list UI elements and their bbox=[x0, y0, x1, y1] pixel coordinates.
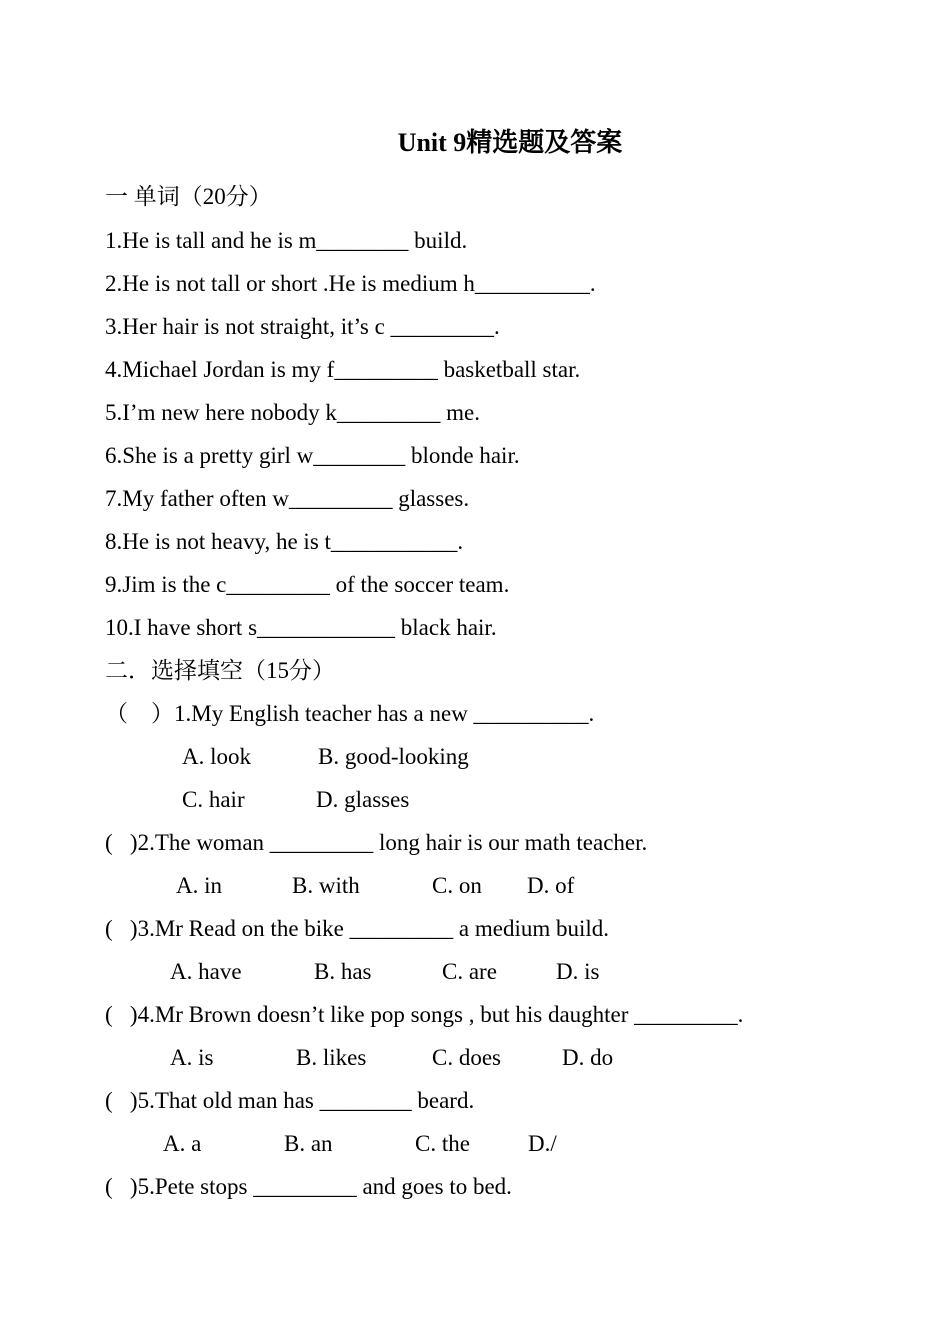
section1-heading: 一 单词（20分） bbox=[105, 184, 272, 209]
vocab-item-10: 10.I have short s____________ black hair. bbox=[105, 615, 497, 640]
question-3-option-b: B. has bbox=[314, 959, 372, 984]
question-4-option-d: D. do bbox=[562, 1045, 614, 1070]
question-1-option-c: C. hair bbox=[182, 787, 245, 812]
question-1-option-a: A. look bbox=[182, 744, 251, 769]
question-6-stem: ( )5.Pete stops _________ and goes to bed. bbox=[105, 1174, 512, 1199]
question-2-option-c: C. on bbox=[432, 873, 482, 898]
question-4-option-b: B. likes bbox=[296, 1045, 367, 1070]
page-title: Unit 9精选题及答案 bbox=[397, 128, 623, 157]
vocab-item-1: 1.He is tall and he is m________ build. bbox=[105, 228, 468, 253]
vocab-item-8: 8.He is not heavy, he is t___________. bbox=[105, 529, 464, 554]
question-3-option-a: A. have bbox=[170, 959, 242, 984]
vocab-item-4: 4.Michael Jordan is my f_________ basketball star. bbox=[105, 357, 581, 382]
question-4-option-c: C. does bbox=[432, 1045, 501, 1070]
vocab-item-2: 2.He is not tall or short .He is medium h__________. bbox=[105, 271, 596, 296]
vocab-item-6: 6.She is a pretty girl w________ blonde hair. bbox=[105, 443, 520, 468]
question-1-stem: （ ）1.My English teacher has a new __________. bbox=[105, 701, 595, 726]
question-2-option-a: A. in bbox=[176, 873, 222, 898]
vocab-item-3: 3.Her hair is not straight, it’s c _________. bbox=[105, 314, 500, 339]
question-3-stem: ( )3.Mr Read on the bike _________ a medium build. bbox=[105, 916, 610, 941]
vocab-item-7: 7.My father often w_________ glasses. bbox=[105, 486, 470, 511]
question-4-stem: ( )4.Mr Brown doesn’t like pop songs , but his daughter _________. bbox=[105, 1002, 744, 1027]
question-2-option-d: D. of bbox=[527, 873, 575, 898]
question-5-option-a: A. a bbox=[163, 1131, 202, 1156]
question-5-option-b: B. an bbox=[284, 1131, 333, 1156]
question-3-option-d: D. is bbox=[556, 959, 600, 984]
question-2-stem: ( )2.The woman _________ long hair is our math teacher. bbox=[105, 830, 648, 855]
vocab-item-9: 9.Jim is the c_________ of the soccer team. bbox=[105, 572, 510, 597]
question-4-option-a: A. is bbox=[170, 1045, 214, 1070]
section2-heading: 二．选择填空（15分） bbox=[105, 658, 335, 683]
question-5-option-d: D./ bbox=[528, 1131, 557, 1156]
question-5-stem: ( )5.That old man has ________ beard. bbox=[105, 1088, 475, 1113]
question-2-option-b: B. with bbox=[292, 873, 360, 898]
question-3-option-c: C. are bbox=[442, 959, 497, 984]
question-1-option-b: B. good-looking bbox=[318, 744, 469, 769]
question-1-option-d: D. glasses bbox=[316, 787, 410, 812]
vocab-item-5: 5.I’m new here nobody k_________ me. bbox=[105, 400, 480, 425]
question-5-option-c: C. the bbox=[415, 1131, 470, 1156]
